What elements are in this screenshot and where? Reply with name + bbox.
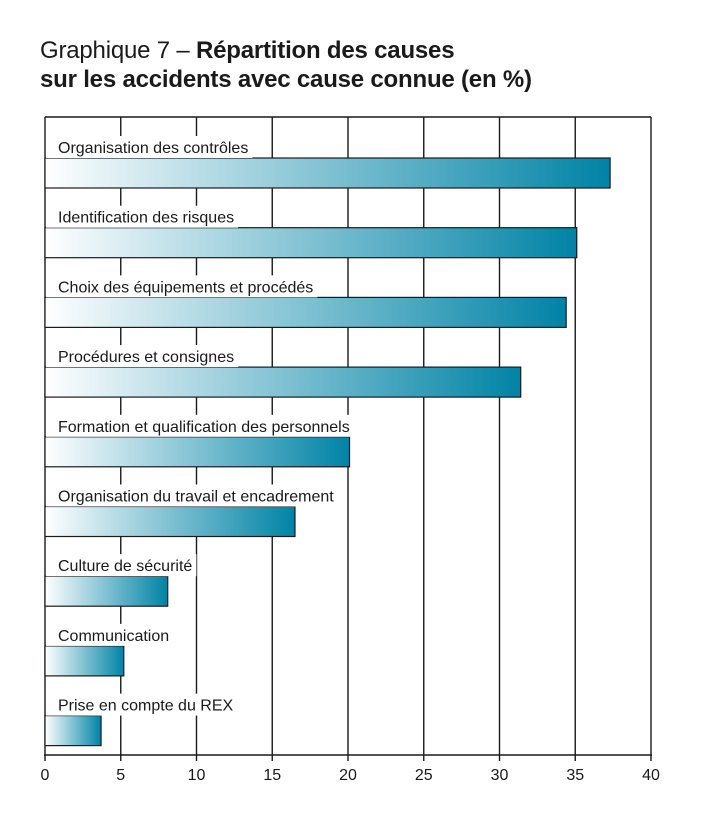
x-tick-label-25: 25 [414,767,433,784]
category-label-5: Organisation du travail et encadrement [58,488,334,506]
category-labels [46,136,354,716]
chart-title-line1: Répartition des causes [195,37,455,64]
bar-1 [45,228,577,258]
bar-8 [45,716,101,746]
category-label-1: Identification des risques [58,209,235,227]
bar-5 [45,507,295,537]
category-label-0: Organisation des contrôles [58,140,249,157]
category-label-6: Culture de sécurité [58,558,193,576]
x-tick-label-20: 20 [339,767,357,784]
category-label-4: Formation et qualification des personnels [58,418,350,436]
bar-4 [45,437,350,467]
bar-3 [45,367,521,397]
bar-2 [45,297,566,327]
bars [45,158,610,746]
chart-title-line2: sur les accidents avec cause connue (en %) [40,66,532,93]
x-axis-ticks [41,755,660,784]
category-label-8: Prise en compte du REX [58,697,234,715]
bar-7 [45,646,124,676]
x-tick-label-5: 5 [116,767,126,784]
x-tick-label-15: 15 [263,767,282,784]
x-tick-label-10: 10 [187,767,206,784]
chart-title-prefix: Graphique 7 – [40,37,196,64]
category-label-3: Procédures et consignes [58,349,235,367]
bar-6 [45,576,168,606]
x-tick-label-0: 0 [40,767,50,784]
x-tick-label-40: 40 [642,767,660,784]
x-tick-label-30: 30 [490,767,509,784]
x-tick-label-35: 35 [566,767,585,784]
bar-0 [45,158,610,188]
category-label-7: Communication [58,627,170,645]
category-label-2: Choix des équipements et procédés [58,279,314,297]
